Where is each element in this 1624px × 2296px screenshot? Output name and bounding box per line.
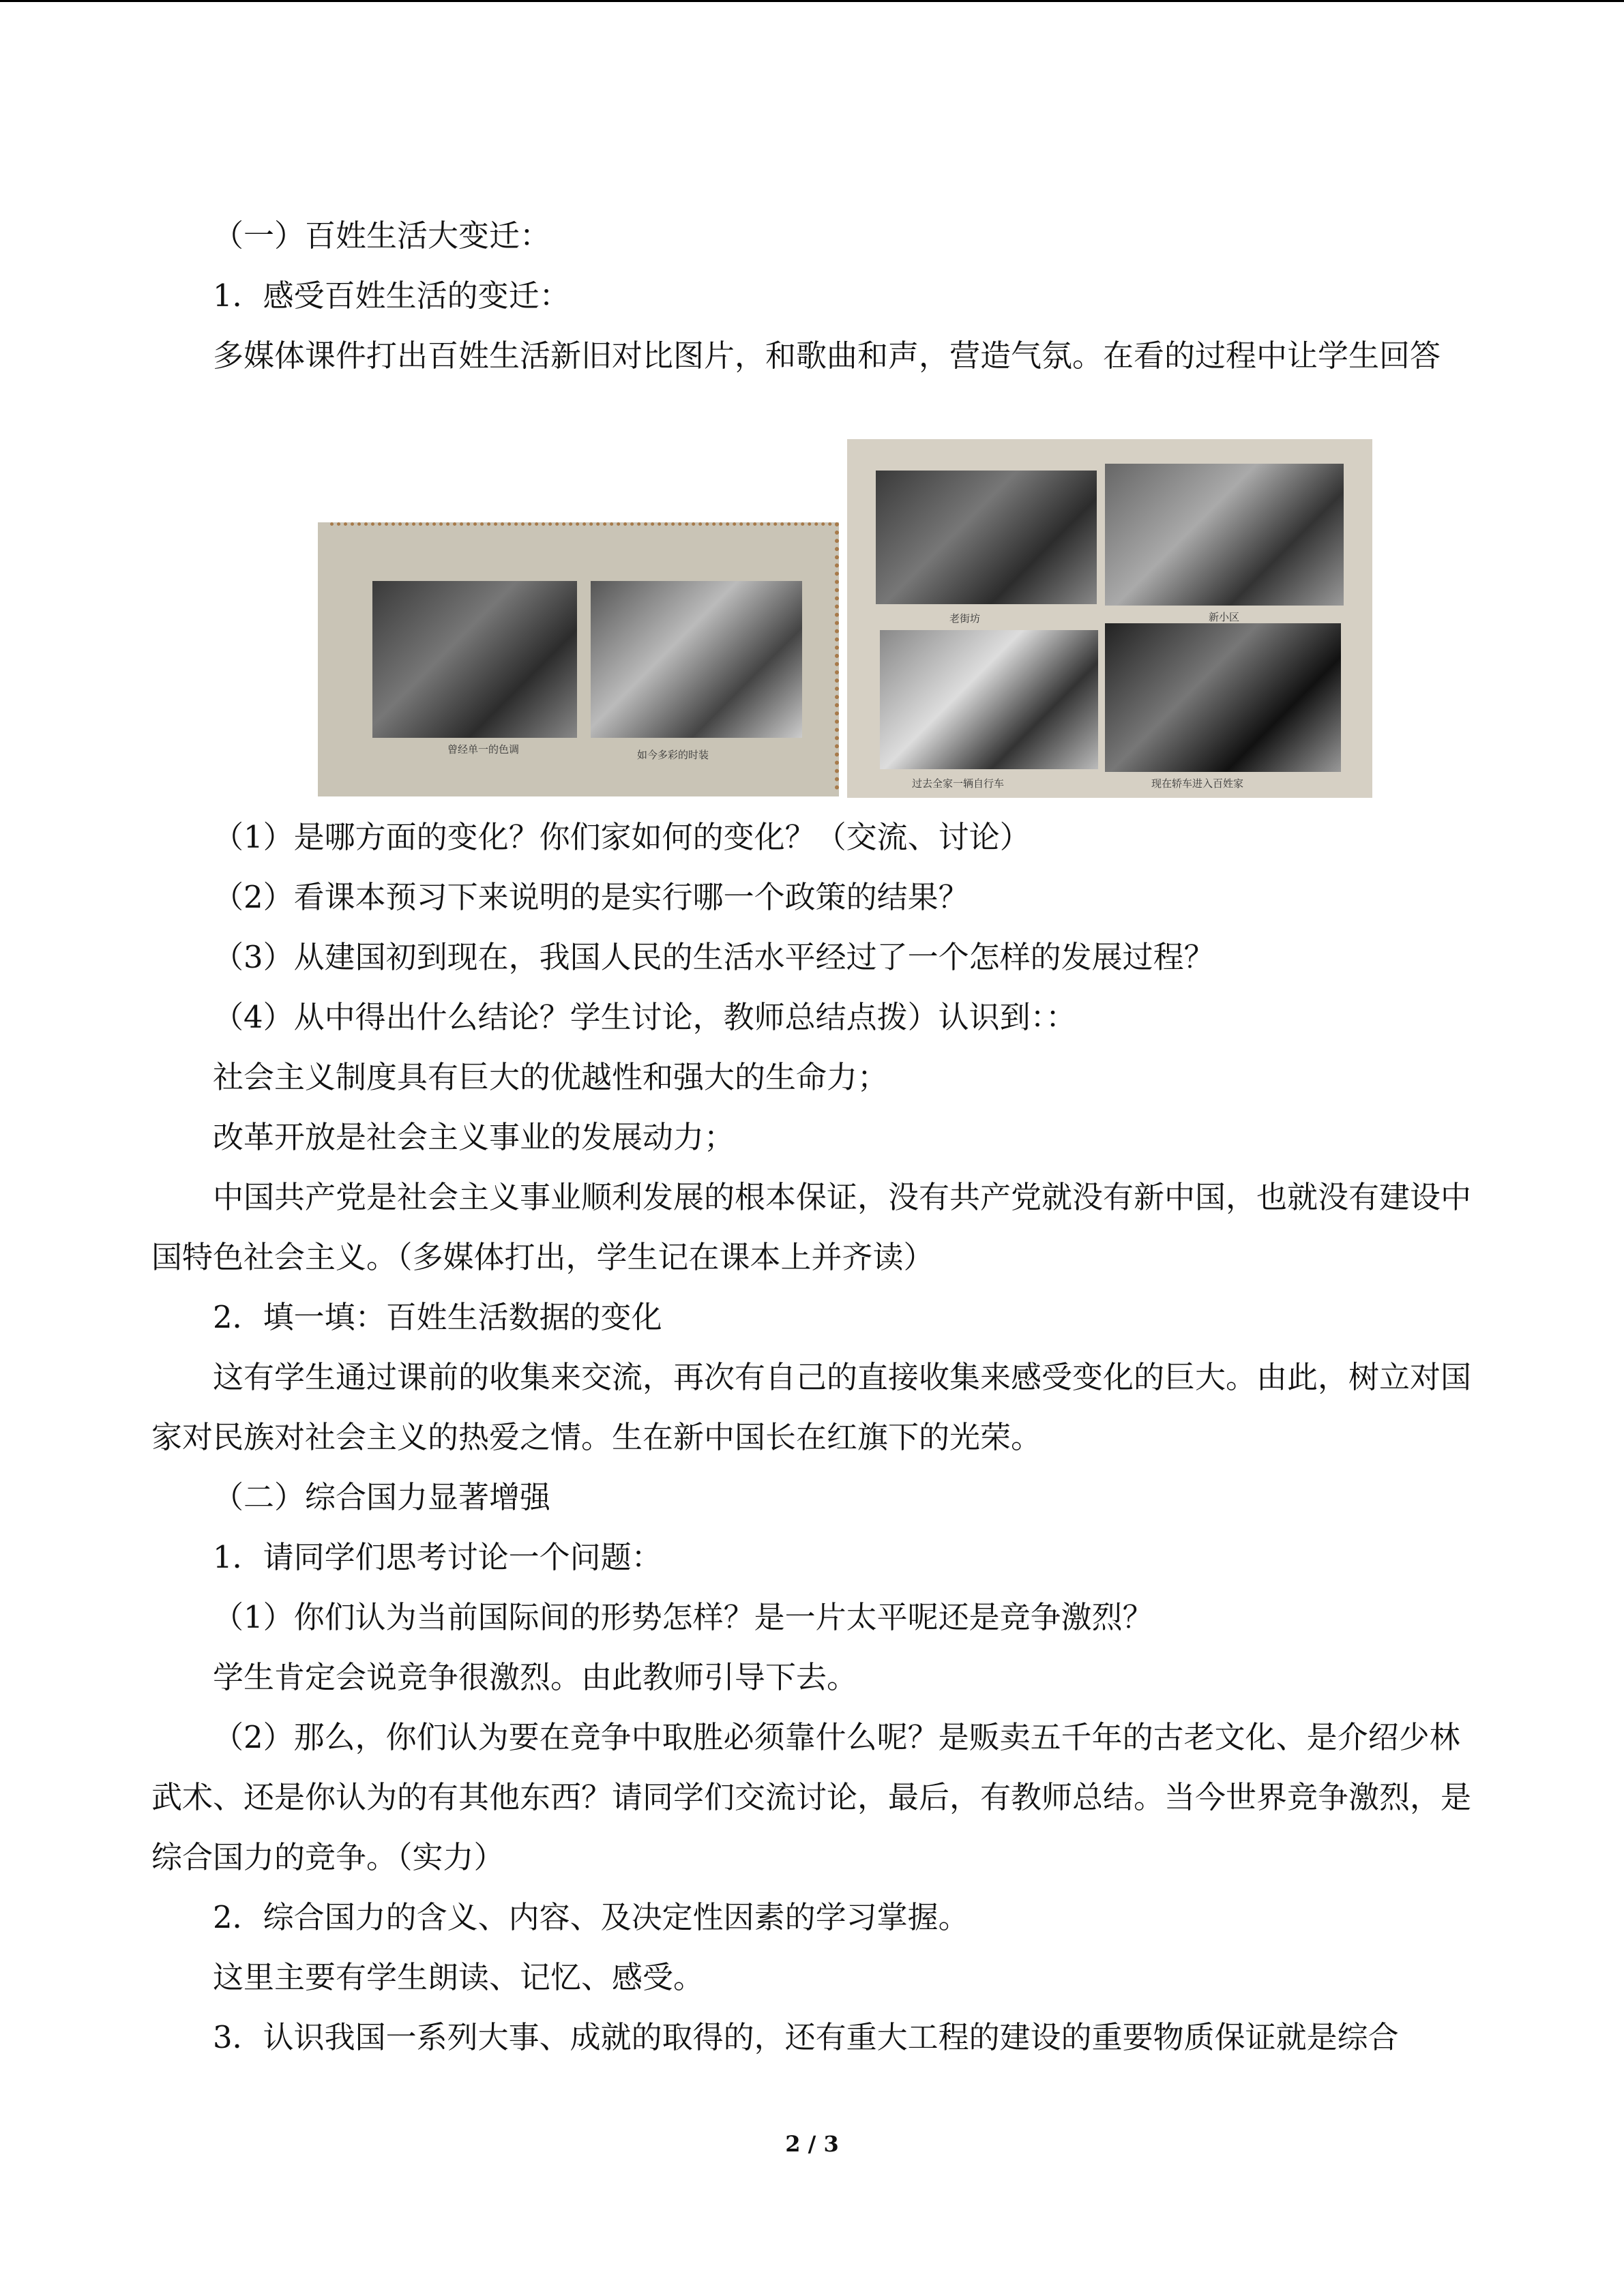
question-4: （4）从中得出什么结论？学生讨论，教师总结点拨）认识到：： <box>213 999 1077 1035</box>
subheading-2-2: 2．综合国力的含义、内容、及决定性因素的学习掌握。 <box>213 1899 969 1935</box>
caption: 老街坊 <box>949 612 981 625</box>
caption: 新小区 <box>1209 611 1240 623</box>
caption: 曾经单一的色调 <box>447 743 520 756</box>
top-border <box>0 0 1624 2</box>
caption: 现在轿车进入百姓家 <box>1151 777 1244 790</box>
paragraph: 学生肯定会说竞争很激烈。由此教师引导下去。 <box>213 1659 858 1695</box>
section-heading-2: （二）综合国力显著增强 <box>213 1479 551 1515</box>
conclusion-3: 中国共产党是社会主义事业顺利发展的根本保证，没有共产党就没有新中国，也就没有建设中国特色社会主义。（多媒体打出，学生记在课本上并齐读） <box>151 1179 1472 1275</box>
question-2: （2）看课本预习下来说明的是实行哪一个政策的结果？ <box>213 879 969 915</box>
conclusion-1: 社会主义制度具有巨大的优越性和强大的生命力； <box>213 1059 889 1095</box>
section-heading-1: （一）百姓生活大变迁： <box>213 218 551 254</box>
photo-family-car <box>1105 623 1341 772</box>
caption: 如今多彩的时装 <box>637 749 709 761</box>
question-2-2: （2）那么，你们认为要在竞争中取胜必须靠什么呢？是贩卖五千年的古老文化、是介绍少林武术、还是你认为的有其他东西？请同学们交流讨论，最后，有教师总结。当今世界竞争激烈，是综合国力的竞争。（实力） <box>151 1719 1472 1875</box>
photo-new-community <box>1105 464 1344 606</box>
subheading-1-2: 2．填一填：百姓生活数据的变化 <box>213 1299 662 1335</box>
caption: 过去全家一辆自行车 <box>912 777 1005 790</box>
paragraph: 这里主要有学生朗读、记忆、感受。 <box>213 1959 705 1995</box>
photo-living-comparison <box>847 439 1372 798</box>
paragraph: 这有学生通过课前的收集来交流，再次有自己的直接收集来感受变化的巨大。由此，树立对国家对民族对社会主义的热爱之情。生在新中国长在红旗下的光荣。 <box>151 1359 1472 1455</box>
photo-fashion-comparison <box>318 522 839 796</box>
subheading-2-3: 3．认识我国一系列大事、成就的取得的，还有重大工程的建设的重要物质保证就是综合 <box>213 2019 1399 2055</box>
subheading-1-1: 1．感受百姓生活的变迁： <box>213 278 570 314</box>
photo-old-uniform <box>372 581 577 738</box>
photo-bicycle-family <box>880 630 1098 769</box>
page-number: 2 / 3 <box>785 2131 839 2157</box>
conclusion-2: 改革开放是社会主义事业的发展动力； <box>213 1119 735 1155</box>
photo-new-fashion <box>591 581 802 738</box>
paragraph: 多媒体课件打出百姓生活新旧对比图片，和歌曲和声，营造气氛。在看的过程中让学生回答 <box>213 338 1441 374</box>
question-3: （3）从建国初到现在，我国人民的生活水平经过了一个怎样的发展过程？ <box>213 939 1215 975</box>
question-1: （1）是哪方面的变化？你们家如何的变化？（交流、讨论） <box>213 819 1031 855</box>
subheading-2-1: 1．请同学们思考讨论一个问题： <box>213 1539 662 1575</box>
question-2-1: （1）你们认为当前国际间的形势怎样？是一片太平呢还是竞争激烈？ <box>213 1599 1153 1635</box>
photo-old-alley <box>876 471 1097 604</box>
